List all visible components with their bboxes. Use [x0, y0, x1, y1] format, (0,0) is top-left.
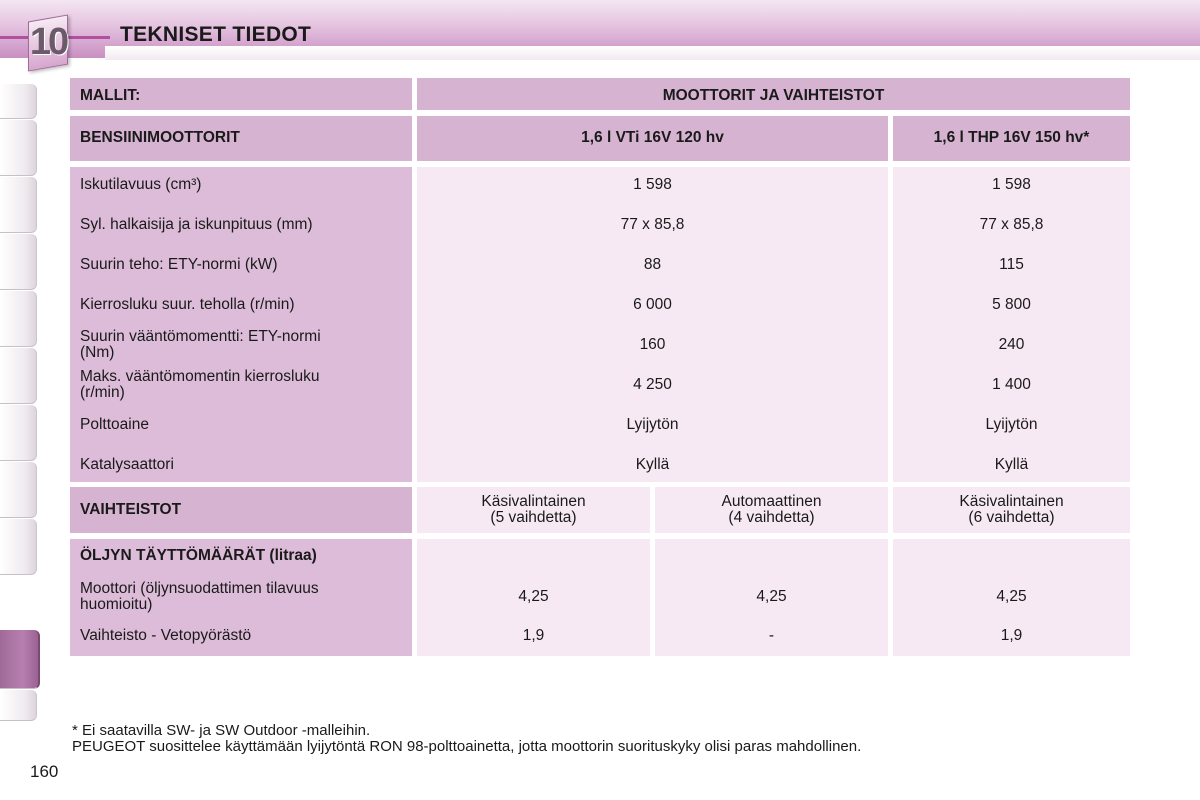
spec-table [70, 78, 1130, 658]
oil-capacities-label: ÖLJYN TÄYTTÖMÄÄRÄT (litraa) [80, 547, 317, 564]
spec-label: Syl. halkaisija ja iskunpituus (mm) [80, 216, 313, 233]
spec-value: Kyllä [994, 456, 1029, 473]
oil-row-label: Moottori (öljynsuodattimen tilavuus huomioitu) [80, 580, 319, 613]
oil-row-label: Vaihteisto - Vetopyörästö [80, 627, 252, 644]
footnotes [72, 723, 861, 755]
spec-value: 1 400 [992, 376, 1031, 393]
spec-label: Suurin teho: ETY-normi (kW) [80, 256, 278, 273]
engine-2-values-column [893, 167, 1130, 482]
spec-value: 1 598 [633, 176, 672, 193]
oil-value: 1,9 [522, 627, 545, 644]
spec-label: Maks. vääntömomentin kierrosluku (r/min) [80, 368, 320, 401]
page-title: TEKNISET TIEDOT [120, 23, 312, 46]
engine-1-label: 1,6 l VTi 16V 120 hv [581, 129, 724, 146]
gearboxes-label: VAIHTEISTOT [80, 501, 182, 518]
gearbox-2: Automaattinen (4 vaihdetta) [655, 487, 888, 533]
footnote-line-2: PEUGEOT suosittelee käyttämään lyijytöntä RON 98-polttoainetta, jotta moottorin suorituskyky olisi paras mahdollinen. [72, 738, 862, 755]
spec-value: 77 x 85,8 [620, 216, 685, 233]
spec-label: Suurin vääntömomentti: ETY-normi (Nm) [80, 328, 321, 361]
oil-values-column-1 [417, 539, 650, 656]
chapter-number: 10 [29, 21, 67, 63]
engine-1-values-column [417, 167, 888, 482]
spec-label: Iskutilavuus (cm³) [80, 176, 202, 193]
spec-value: 5 800 [992, 296, 1031, 313]
oil-value: 4,25 [756, 588, 787, 605]
oil-values-column-3 [893, 539, 1130, 656]
chapter-tab[interactable] [0, 234, 37, 290]
gearbox-1: Käsivalintainen (5 vaihdetta) [417, 487, 650, 533]
footnote-line-1: * Ei saatavilla SW- ja SW Outdoor -malleihin. [72, 722, 371, 739]
chapter-tab[interactable] [0, 405, 37, 461]
engine-1-header [417, 116, 888, 161]
gearboxes-header [70, 487, 412, 533]
engine-2-header [893, 116, 1130, 161]
models-header [70, 78, 412, 110]
chapter-tab[interactable] [0, 84, 37, 119]
spec-value: 88 [643, 256, 662, 273]
chapter-tab[interactable] [0, 177, 37, 233]
chapter-tab[interactable] [0, 519, 37, 575]
engines-gearboxes-header [417, 78, 1130, 110]
chapter-tab-active[interactable] [0, 630, 40, 689]
engines-gearboxes-label: MOOTTORIT JA VAIHTEISTOT [662, 87, 885, 104]
spec-value: Kyllä [635, 456, 670, 473]
chapter-tab[interactable] [0, 120, 37, 176]
oil-value: 4,25 [996, 588, 1027, 605]
oil-values-column-2 [655, 539, 888, 656]
spec-label: Katalysaattori [80, 456, 174, 473]
oil-labels-column [70, 539, 412, 656]
chapter-tab[interactable] [0, 690, 37, 721]
oil-value: - [768, 627, 775, 644]
oil-value: 1,9 [1000, 627, 1023, 644]
page-number: 160 [30, 762, 59, 781]
spec-value: Lyijytön [985, 416, 1038, 433]
spec-value: 77 x 85,8 [979, 216, 1044, 233]
spec-value: 160 [639, 336, 666, 353]
spec-labels-column [70, 167, 412, 482]
chapter-tab[interactable] [0, 291, 37, 347]
chapter-tabs [0, 84, 40, 720]
chapter-tab[interactable] [0, 348, 37, 404]
spec-value: 115 [999, 256, 1024, 273]
chapter-tab[interactable] [0, 462, 37, 518]
petrol-engines-label: BENSIINIMOOTTORIT [80, 129, 240, 146]
petrol-engines-header [70, 116, 412, 161]
spec-value: 240 [998, 336, 1025, 353]
models-label: MALLIT: [80, 87, 141, 104]
engine-2-label: 1,6 l THP 16V 150 hv* [933, 129, 1090, 146]
spec-value: 1 598 [992, 176, 1031, 193]
spec-value: 4 250 [633, 376, 672, 393]
spec-value: Lyijytön [626, 416, 679, 433]
spec-label: Kierrosluku suur. teholla (r/min) [80, 296, 295, 313]
spec-value: 6 000 [633, 296, 672, 313]
gearbox-3: Käsivalintainen (6 vaihdetta) [893, 487, 1130, 533]
spec-label: Polttoaine [80, 416, 149, 433]
oil-value: 4,25 [518, 588, 549, 605]
header-lower-strip [105, 46, 1200, 60]
